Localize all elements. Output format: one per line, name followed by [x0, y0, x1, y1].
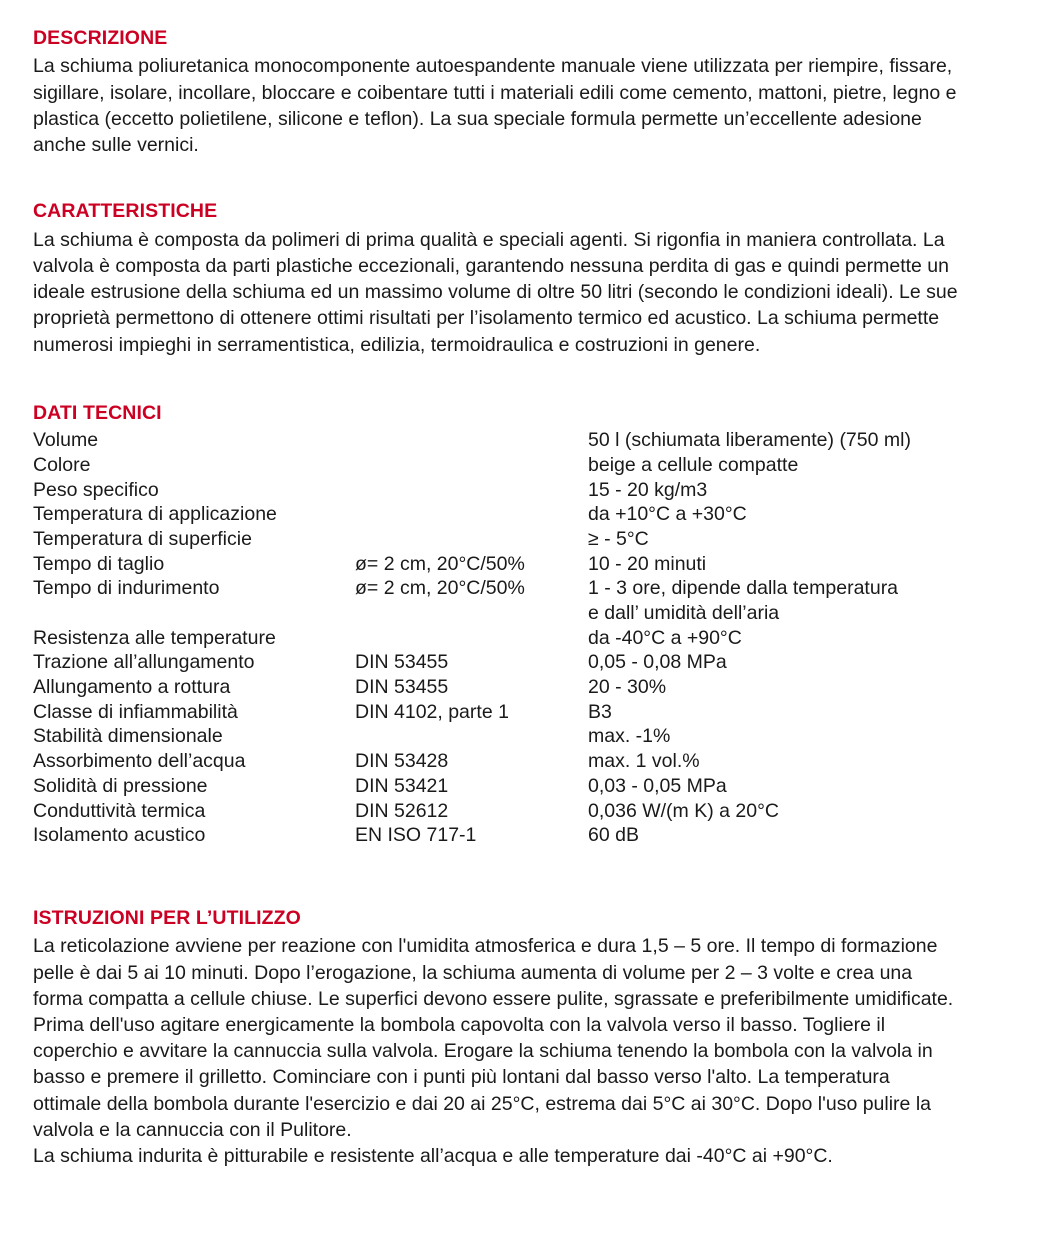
- section-heading-caratteristiche: CARATTERISTICHE: [33, 200, 218, 223]
- tech-data-value: beige a cellule compatte: [588, 453, 799, 476]
- istruzioni-body-text: La reticolazione avviene per reazione con l'umidita atmosferica e dura 1,5 – 5 ore. Il tempo di formazione pelle è dai 5 ai 10 minuti. Dopo l’erogazione, la schiuma aumenta di volume per 2 – 3 volte e crea una forma compatta a cellule chiuse. Le superfici devono essere pulite, sgrassate e preferibilmente umidificate. Prima dell'uso agitare energicamente la bombola capovolta con la valvola verso il basso. Togliere il coperchio e avvitare la cannuccia sulla valvola. Erogare la schiuma tenendo la bombola con la valvola in basso e premere il grilletto. Cominciare con i punti più lontani dal basso verso l'alto. La temperatura ottimale della bombola durante l'esercizio e dai 20 ai 25°C, estrema dai 5°C ai 30°C. Dopo l'uso pulire la valvola e la cannuccia con il Pulitore.: [33, 935, 954, 1141]
- tech-data-label: Stabilità dimensionale: [33, 725, 223, 748]
- section-istruzioni: [33, 908, 1007, 1169]
- section-caratteristiche: [33, 201, 1007, 357]
- tech-data-row: [33, 527, 1007, 552]
- tech-data-value: 0,05 - 0,08 MPa: [588, 651, 727, 674]
- tech-data-label: Solidità di pressione: [33, 774, 208, 797]
- tech-data-label: Allungamento a rottura: [33, 676, 231, 699]
- tech-data-label: Peso specifico: [33, 478, 159, 501]
- tech-data-norm: DIN 53421: [355, 774, 449, 797]
- tech-data-value: 60 dB: [588, 824, 639, 847]
- tech-data-label: Assorbimento dell’acqua: [33, 750, 246, 773]
- tech-data-norm: DIN 53455: [355, 676, 449, 699]
- tech-data-label: Temperatura di superficie: [33, 527, 252, 550]
- tech-data-value: da -40°C a +90°C: [588, 626, 742, 649]
- tech-data-value: B3: [588, 700, 612, 723]
- tech-data-row: [33, 576, 1007, 601]
- tech-data-row: [33, 650, 1007, 675]
- tech-data-label: Conduttività termica: [33, 799, 206, 822]
- tech-data-norm: ø= 2 cm, 20°C/50%: [355, 577, 525, 600]
- spacer-after-dati-tecnici: [33, 848, 1007, 908]
- tech-data-row: [33, 626, 1007, 651]
- tech-data-value: ≥ - 5°C: [588, 527, 649, 550]
- caratteristiche-body-text: La schiuma è composta da polimeri di prima qualità e speciali agenti. Si rigonfia in maniera controllata. La valvola è composta da parti plastiche eccezionali, garantendo nessuna perdita di gas e quindi permette un ideale estrusione della schiuma ed un massimo volume di oltre 50 litri (secondo le condizioni ideali). Le sue proprietà permettono di ottenere ottimi risultati per l’isolamento termico ed acustico. La schiuma permette numerosi impieghi in serramentistica, edilizia, termoidraulica e costruzioni in genere.: [33, 228, 958, 356]
- tech-data-row: [33, 428, 1007, 453]
- tech-data-label: Tempo di indurimento: [33, 577, 220, 600]
- tech-data-value: 15 - 20 kg/m3: [588, 478, 708, 501]
- tech-data-value: 10 - 20 minuti: [588, 552, 707, 575]
- tech-data-row: [33, 502, 1007, 527]
- tech-data-row: [33, 823, 1007, 848]
- tech-data-norm: ø= 2 cm, 20°C/50%: [355, 552, 525, 575]
- tech-data-row: [33, 799, 1007, 824]
- tech-data-label: Volume: [33, 429, 99, 452]
- tech-data-label: Isolamento acustico: [33, 824, 206, 847]
- tech-data-row: [33, 749, 1007, 774]
- tech-data-value: max. -1%: [588, 725, 671, 748]
- tech-data-value-continuation: e dall’ umidità dell’aria: [588, 602, 780, 625]
- tech-data-row: [33, 552, 1007, 577]
- istruzioni-body-last-line: La schiuma indurita è pitturabile e resistente all’acqua e alle temperature dai -40°C ai +90°C.: [33, 1145, 833, 1168]
- spacer-after-caratteristiche: [33, 358, 1007, 403]
- section-heading-descrizione: DESCRIZIONE: [33, 27, 168, 49]
- tech-data-norm: EN ISO 717-1: [355, 824, 477, 847]
- tech-data-row: [33, 700, 1007, 725]
- tech-data-label: Temperatura di applicazione: [33, 503, 277, 526]
- tech-data-value: 1 - 3 ore, dipende dalla temperatura: [588, 577, 899, 600]
- tech-data-row: [33, 675, 1007, 700]
- tech-data-row: [33, 724, 1007, 749]
- tech-data-value: 0,03 - 0,05 MPa: [588, 774, 727, 797]
- tech-data-row: [33, 453, 1007, 478]
- tech-data-norm: DIN 53455: [355, 651, 449, 674]
- tech-data-label: Trazione all’allungamento: [33, 651, 255, 674]
- section-heading-istruzioni: ISTRUZIONI PER L’UTILIZZO: [33, 906, 301, 929]
- descrizione-body-text: La schiuma poliuretanica monocomponente autoespandente manuale viene utilizzata per riempire, fissare, sigillare, isolare, incollare, bloccare e coibentare tutti i materiali edili come cemento, mattoni, pietre, legno e plastica (eccetto polietilene, silicone e teflon). La sua speciale formula permette un’eccellente adesione anche sulle vernici.: [33, 55, 957, 157]
- tech-data-norm: DIN 4102, parte 1: [355, 700, 509, 723]
- tech-data-label: Classe di infiammabilità: [33, 700, 238, 723]
- tech-data-value: 50 l (schiumata liberamente) (750 ml): [588, 429, 911, 452]
- section-dati-tecnici: [33, 403, 1007, 848]
- tech-data-row: [33, 478, 1007, 503]
- spacer-after-descrizione: [33, 158, 1007, 201]
- section-descrizione: [33, 28, 1007, 158]
- tech-data-value: 0,036 W/(m K) a 20°C: [588, 799, 779, 822]
- tech-data-label: Tempo di taglio: [33, 552, 165, 575]
- technical-data-table: [33, 428, 1007, 848]
- tech-data-row-continuation: [33, 601, 1007, 626]
- tech-data-row: [33, 774, 1007, 799]
- tech-data-label: Resistenza alle temperature: [33, 626, 276, 649]
- tech-data-norm: DIN 52612: [355, 799, 449, 822]
- section-heading-dati-tecnici: DATI TECNICI: [33, 401, 162, 424]
- tech-data-value: 20 - 30%: [588, 676, 667, 699]
- tech-data-norm: DIN 53428: [355, 750, 449, 773]
- tech-data-label: Colore: [33, 453, 91, 476]
- tech-data-value: max. 1 vol.%: [588, 750, 700, 773]
- tech-data-value: da +10°C a +30°C: [588, 503, 747, 526]
